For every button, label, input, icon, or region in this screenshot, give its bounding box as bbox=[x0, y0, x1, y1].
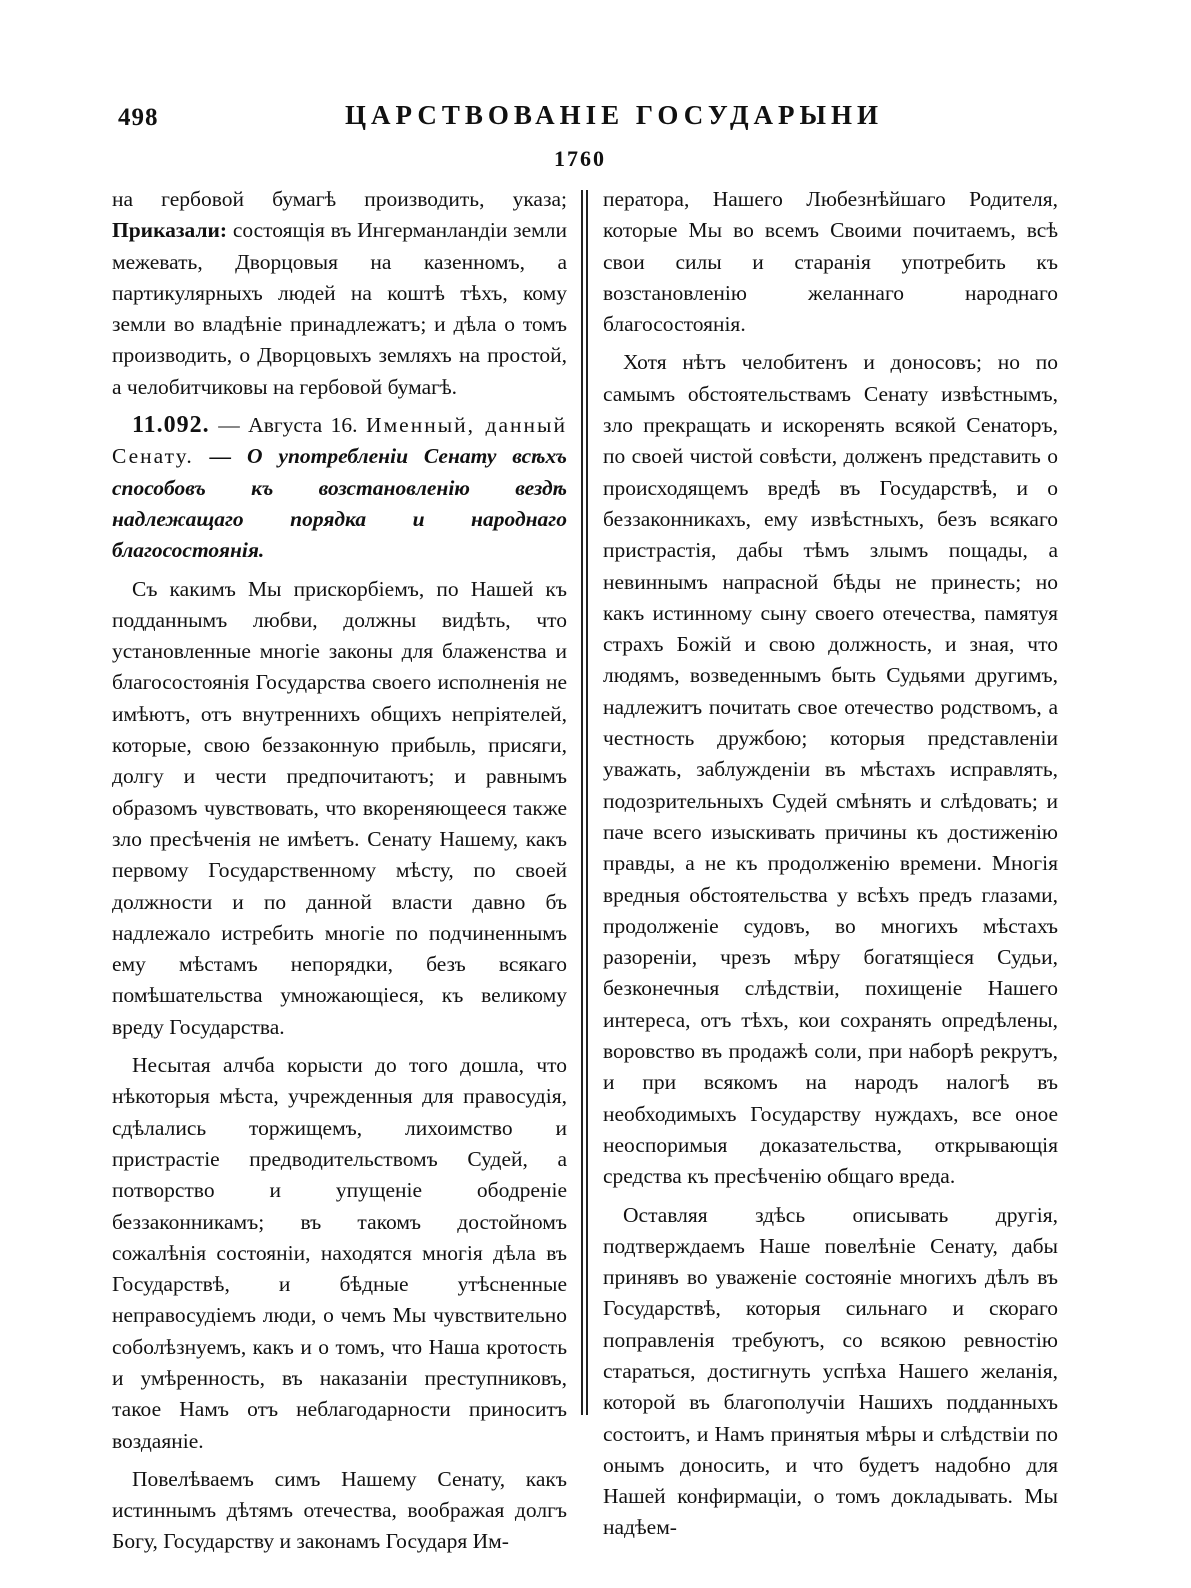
resolution-keyword: Приказали: bbox=[112, 218, 228, 243]
paragraph-text: состоящія въ Ингерманландіи земли межевать, Дворцовыя на казенномъ, а партикулярныхъ людей на коштѣ тѣхъ, кому земли во владѣніе принадлежатъ; и дѣла о томъ производить, о Дворцовыхъ земляхъ на простой, а челобитчиковы на гербовой бумагѣ. bbox=[112, 218, 567, 399]
decree-type: Именный, данный Сенату. bbox=[112, 413, 567, 469]
left-column bbox=[112, 184, 567, 1565]
paragraph: Хотя нѣтъ челобитенъ и доносовъ; но по самымъ обстоятельствамъ Сенату извѣстнымъ, зло прекращать и искоренять всякой Сенаторъ, по своей чистой совѣсти, долженъ представить о происходящемъ вредѣ въ Государствѣ, и о беззаконникахъ, ему извѣстныхъ, безъ всякаго пристрастія, дабы тѣмъ злымъ пощады, а невиннымъ напрасной бѣды не принесть; но какъ истинному сыну своего отечества, памятуя страхъ Божій и свою должность, и зная, что людямъ, возведеннымъ быть Судьями другимъ, надлежитъ почитать свое отечество родствомъ, а честность дружбою; которыя представленіи уважать, заблужденіи въ мѣстахъ исправлять, подозрительныхъ Судей смѣнять и слѣдовать; и паче всего изыскивать причины къ достиженію правды, а не къ продолженію времени. Многія вредныя обстоятельства у всѣхъ предъ глазами, продолженіе судовъ, во многихъ мѣстахъ разореніи, чрезъ мѣру богатящіеся Судьи, безконечныя слѣдствіи, похищеніе Нашего интереса, отъ тѣхъ, кои сохранять опредѣлены, воровство въ продажѣ соли, при наборѣ рекрутъ, и при всякомъ на народъ налогѣ въ необходимыхъ Государству нуждахъ, все оное неоспоримыя доказательства, открывающія средства къ пресѣченію общаго вреда. bbox=[603, 350, 1058, 1189]
paragraph-text: на гербовой бумагѣ производить, указа; bbox=[112, 187, 567, 211]
paragraph: Съ какимъ Мы прискорбіемъ, по Нашей къ подданнымъ любви, должны видѣть, что установленные многіе законы для блаженства и благосостоянія Государства своего исполненія не имѣютъ, отъ внутреннихъ общихъ непріятелей, которые, свою беззаконную прибыль, присяги, долгу и чести предпочитаютъ; и равнымъ образомъ чувствовать, что вкореняющееся также зло пресѣченія не имѣетъ. Сенату Нашему, какъ первому Государственному мѣсту, по своей должности и по данной власти давно бъ надлежало истребить многіе по подчиненнымъ ему мѣстамъ непорядки, безъ всякаго помѣшательства умножающіеся, къ великому вреду Государства. bbox=[112, 576, 567, 1039]
column-divider-line bbox=[586, 190, 588, 1415]
decree-summary: — О употребленіи Сенату всѣхъ способовъ къ возстановленію вездѣ надлежащаго порядка и народнаго благосостоянія. bbox=[112, 444, 568, 563]
page-number: 498 bbox=[118, 104, 159, 131]
paragraph: Оставляя здѣсь описывать другія, подтверждаемъ Наше повелѣніе Сенату, дабы принявъ во уваженіе состояніе многихъ дѣлъ въ Государствѣ, которыя сильнаго и скораго поправленія требуютъ, со всякою ревностію стараться, достигнуть успѣха Нашего желанія, которой въ благополучіи Нашихъ подданныхъ состоитъ, и Намъ принятыя мѣры и слѣдствіи по онымъ доносить, и что будетъ надобно для Нашей конфирмаціи, о томъ докладывать. Мы надѣем- bbox=[603, 1202, 1058, 1540]
running-head-title: ЦАРСТВОВАНІЕ ГОСУДАРЫНИ bbox=[345, 100, 884, 130]
column-divider-line bbox=[581, 190, 583, 1415]
right-column bbox=[603, 184, 1058, 1551]
paragraph: Повелѣваемъ симъ Нашему Сенату, какъ истиннымъ дѣтямъ отечества, воображая долгъ Богу, Государству и законамъ Государя Им- bbox=[112, 1466, 567, 1554]
paragraph: ператора, Нашего Любезнѣйшаго Родителя, которые Мы во всемъ Своими почитаемъ, всѣ свои силы и старанія употребить къ возстановленію желаннаго народнаго благосостоянія. bbox=[603, 187, 1058, 337]
year-heading: 1760 bbox=[554, 146, 606, 171]
decree-date: — Августа 16. bbox=[218, 413, 358, 438]
paragraph bbox=[112, 184, 567, 403]
decree-number: 11.092. bbox=[132, 412, 210, 439]
decree-heading bbox=[112, 410, 567, 566]
paragraph: Несытая алчба корысти до того дошла, что нѣкоторыя мѣста, учрежденныя для правосудія, сдѣлались торжищемъ, лихоимство и пристрастіе предводительствомъ Судей, а потворство и упущеніе ободреніе беззаконникамъ; въ такомъ достойномъ сожалѣнія состояніи, находятся многія дѣла въ Государствѣ, и бѣдные утѣсненные неправосудіемъ люди, о чемъ Мы чувствительно соболѣзнуемъ, какъ и о томъ, что Наша кротость и умѣренность, въ наказаніи преступниковъ, такое Намъ отъ неблагодарности приноситъ воздаяніе. bbox=[112, 1053, 567, 1453]
